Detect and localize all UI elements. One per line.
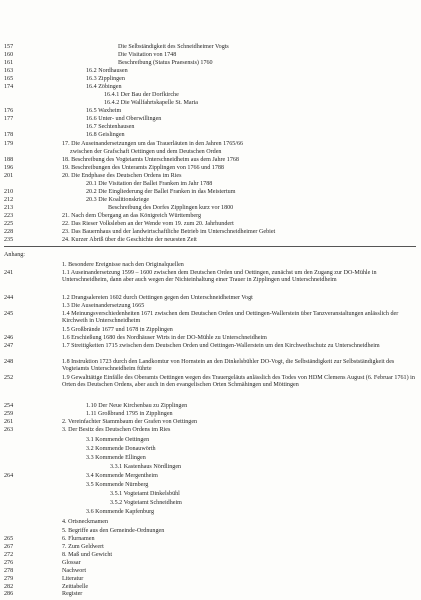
entry-title: 21. Nach dem Übergang an das Königreich Württemberg: [62, 213, 202, 219]
entry-title: 1.5 Großbrände 1677 und 1678 in Zipplingen: [62, 327, 173, 333]
entry-title: 3.2 Kommende Donauwörth: [86, 446, 156, 452]
entry-title: 1.4 Meinungsverschiedenheiten 1671 zwischen dem Deutschen Orden und Oettingen-Wallerstein über Tanzveranstaltungen anlässlich der Kirchweih in Unterschneidheim: [62, 311, 399, 324]
entry-title: Beschreibung des Dorfes Zipplingen kurz vor 1800: [108, 205, 234, 211]
entry-title: 3.1 Kommende Oettingen: [86, 437, 150, 443]
page-number: 276: [4, 560, 14, 566]
entry-title: 20. Die Endphase des Deutschen Ordens im Ries: [62, 173, 182, 179]
entry-title: Literatur: [62, 576, 84, 582]
page-number: 157: [4, 44, 14, 50]
entry-title: 5. Begriffe aus den Gemeinde-Ordnungen: [62, 528, 165, 534]
page-number: 244: [4, 295, 14, 301]
entry-title: 23. Das Bauernhaus und der landwirtschaftliche Betrieb im Unterschneidheimer Gebiet: [62, 229, 276, 235]
page-number: 252: [4, 375, 14, 381]
page-number: 267: [4, 544, 14, 550]
entry-title: 3.6 Kommende Kapfenburg: [86, 509, 155, 515]
entry-title: 3.3 Kommende Ellingen: [86, 455, 146, 461]
page-number: 223: [4, 213, 14, 219]
entry-title: 4. Ortsneckmamen: [62, 519, 109, 525]
page-number: 261: [4, 419, 14, 425]
entry-title: 3. Der Besitz des Deutschen Ordens im Ries: [62, 427, 171, 433]
entry-title: 16.4.1 Der Bau der Dorfkirche: [104, 92, 179, 98]
page-number: 245: [4, 311, 14, 317]
page-number: 178: [4, 132, 14, 138]
entry-title: 1.1 Auseinandersetzung 1599 – 1600 zwischen dem Deutschen Orden und Oettingen, zunächst um den Zugang zur DO-Mühle in Unterschneidheim, dann aber auch wegen der Nichteinhaltung einer Trauer in Zipplingen und Unterschneidheim: [62, 270, 377, 283]
entry-title: 24. Kurzer Abriß über die Geschichte der neuesten Zeit: [62, 237, 197, 243]
page-number: 201: [4, 173, 14, 179]
entry-title: 2. Vereinfachter Stammbaum der Grafen von Oettingen: [62, 419, 198, 425]
entry-title: Register: [62, 591, 83, 597]
entry-title: 19. Beschreibungen des Unteramts Zipplingen von 1766 und 1788: [62, 165, 224, 171]
appendix-label: Anhang:: [4, 252, 25, 258]
entry-title: 16.8 Geislingen: [86, 132, 125, 138]
page-number: 165: [4, 76, 14, 82]
entry-title: 3.5 Kommende Nürnberg: [86, 482, 149, 488]
page-number: 228: [4, 229, 14, 235]
entry-title: 1.2 Drangsalereien 1602 durch Oettingen gegen den Unterschneidheimer Vogt: [62, 295, 253, 301]
entry-title: 1.6 Erschießung 1680 des Nordhäuser Wirts in der DO-Mühle zu Unterschneidheim: [62, 335, 267, 341]
entry-title: 18. Beschreibung des Vogteiamts Unterschneidheim aus dem Jahre 1768: [62, 157, 239, 163]
entry-title: 20.1 Die Visitation der Ballei Franken im Jahr 1788: [86, 181, 213, 187]
page-number: 247: [4, 343, 14, 349]
page-number: 254: [4, 403, 14, 409]
entry-title: zwischen der Grafschaft Oettingen und dem Deutschen Orden: [70, 149, 222, 155]
page-number: 241: [4, 270, 14, 276]
page-number: 176: [4, 108, 14, 114]
entry-title: 16.7 Sechtenhausen: [86, 124, 135, 130]
entry-title: 8. Maß und Gewicht: [62, 552, 113, 558]
entry-title: 16.4 Zöbingen: [86, 84, 122, 90]
page-number: 282: [4, 584, 14, 590]
entry-title: 16.5 Waxheim: [86, 108, 122, 114]
page-number: 179: [4, 141, 14, 147]
page-number: 278: [4, 568, 14, 574]
page-number: 163: [4, 68, 14, 74]
page-number: 177: [4, 116, 14, 122]
page-number: 161: [4, 60, 14, 66]
entry-title: 3.3.1 Kastenhaus Nördlingen: [110, 464, 182, 470]
page-number: 196: [4, 165, 14, 171]
page-number: 279: [4, 576, 14, 582]
page-number: 286: [4, 591, 14, 597]
entry-title: 7. Zum Geldwert: [62, 544, 104, 550]
page-number: 210: [4, 189, 14, 195]
page-number: 263: [4, 427, 14, 433]
page-number: 174: [4, 84, 14, 90]
entry-title: 16.3 Zipplingen: [86, 76, 125, 82]
section-divider: [4, 246, 416, 247]
page-number: 246: [4, 335, 14, 341]
entry-title: 16.4.2 Die Wallfahrtskapelle St. Maria: [104, 100, 198, 106]
entry-title: 3.4 Kommende Mergentheim: [86, 473, 158, 479]
entry-title: Nachwort: [62, 568, 87, 574]
entry-title: Glossar: [62, 560, 81, 566]
entry-title: 3.5.2 Vogteiamt Schneidheim: [110, 500, 182, 506]
entry-title: 20.2 Die Eingliederung der Ballei Franken in das Meistertum: [86, 189, 236, 195]
page-number: 188: [4, 157, 14, 163]
entry-title: 1.8 Instruktion 1723 durch den Landkomtur von Hornstein an den Dinkelsbühler DO-Vogt, die Selbständigkeit zur Selbstständigkeit des Vogteiamts Unterschneidheim führte: [62, 359, 395, 372]
entry-title: 1.10 Der Neue Kirchenbau zu Zipplingen: [86, 403, 188, 409]
page-number: 225: [4, 221, 14, 227]
entry-title: 1.9 Gewalttätige Einfälle des Oberamts Oettingen wegen des Trauergeläuts anlässlich des Todes von HDM Clemens August (6. Februar 1761) in Orten des Deutschen Ordens, aber auch in den evangelischen Orten Schmähingen und Möttingen: [62, 375, 415, 388]
entry-title: 1.3 Die Auseinandersetzung 1665: [62, 303, 145, 309]
page-number: 259: [4, 411, 14, 417]
entry-title: 16.6 Unter- und Oberwillingen: [86, 116, 162, 122]
entry-title: 20.3 Die Koalitionskriege: [86, 197, 150, 203]
page-number: 264: [4, 473, 14, 479]
page-number: 235: [4, 237, 14, 243]
entry-title: 6. Flurnamen: [62, 536, 95, 542]
entry-title: 16.2 Nordhausen: [86, 68, 128, 74]
entry-title: 22. Das Rieser Volksleben an der Wende vom 19. zum 20. Jahrhundert: [62, 221, 234, 227]
entry-title: Beschreibung (Status Praesensis) 1760: [118, 60, 213, 66]
page-number: 265: [4, 536, 14, 542]
page-number: 213: [4, 205, 14, 211]
page-number: 272: [4, 552, 14, 558]
page-number: 212: [4, 197, 14, 203]
entry-title: 1.11 Großbrand 1795 in Zipplingen: [86, 411, 173, 417]
entry-title: Zeittabelle: [62, 584, 89, 590]
entry-title: 3.5.1 Vogteiamt Dinkelsbühl: [110, 491, 180, 497]
entry-title: 17. Die Auseinandersetzungen um das Trauerläuten in den Jahren 1765/66: [62, 141, 244, 147]
entry-title: 1.7 Streitigkeiten 1715 zwischen dem Deutschen Orden und Oettingen-Wallerstein um den Kirchweihschutz zu Unterschneidheim: [62, 343, 380, 349]
page-number: 160: [4, 52, 14, 58]
page-number: 248: [4, 359, 14, 365]
entry-title: Die Selbständigkeit des Schneidheimer Vogts: [118, 44, 229, 50]
entry-title: Die Visitation von 1748: [118, 52, 177, 58]
entry-title: 1. Besondere Ereignisse nach den Originalquellen: [62, 262, 184, 268]
